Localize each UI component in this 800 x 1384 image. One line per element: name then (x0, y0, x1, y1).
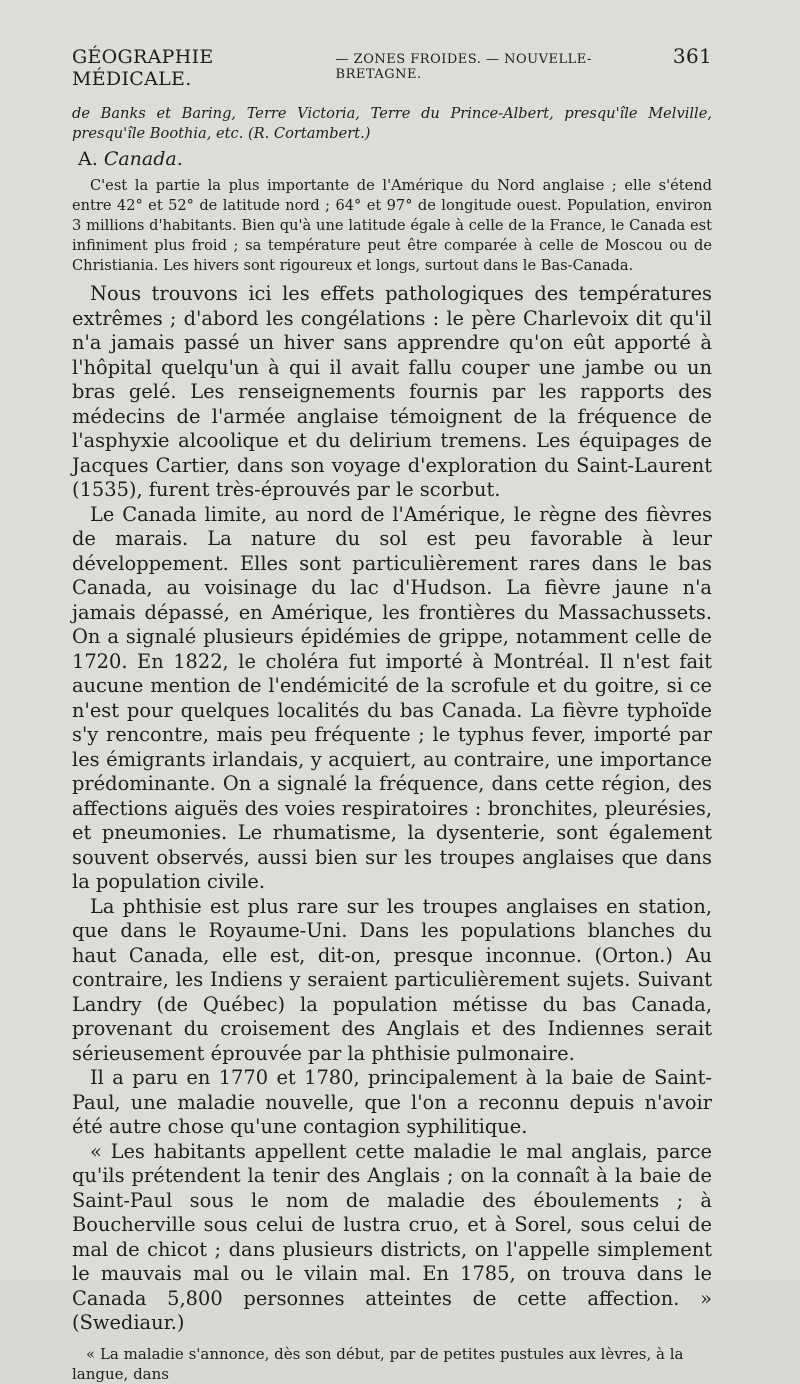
body-text (72, 282, 712, 1336)
running-header (72, 44, 712, 90)
summary-paragraph: C'est la partie la plus importante de l'Amérique du Nord anglaise ; elle s'étend entre 42° et 52° de latitude nord ; 64° et 97° de longitude ouest. Population, environ 3 millions d'habitants. Bien qu'à une latitude égale à celle de la France, le Canada est infiniment plus froid ; sa température peut être comparée à celle de Moscou ou de Christiania. Les hivers sont rigoureux et longs, surtout dans le Bas-Canada. (72, 177, 712, 274)
paragraph-1: Nous trouvons ici les effets pathologiques des températures extrêmes ; d'abord les congélations : le père Charlevoix dit qu'il n'a jamais passé un hiver sans apprendre qu'on eût apporté à l'hôpital quelqu'un à qui il avait fallu couper une jambe ou un bras gelé. Les renseignements fournis par les rapports des médecins de l'armée anglaise témoignent de la fréquence de l'asphyxie alcoolique et du delirium tremens. Les équipages de Jacques Cartier, dans son voyage d'exploration du Saint-Laurent (1535), furent très-éprouvés par le scorbut. (72, 282, 712, 501)
page-number: 361 (672, 44, 712, 68)
section-label: A. (78, 148, 98, 170)
header-subtitle: — ZONES FROIDES. — NOUVELLE-BRETAGNE. (335, 52, 592, 82)
intro-text (72, 104, 712, 144)
intro-line: de Banks et Baring, Terre Victoria, Terre du Prince-Albert, presqu'île Melville, presqu'île Boothia, etc. (R. Cortambert.) (72, 105, 712, 142)
paragraph-3: La phthisie est plus rare sur les troupes anglaises en station, que dans le Royaume-Uni. Dans les populations blanches du haut Canada, elle est, dit-on, presque inconnue. (Orton.) Au contraire, les Indiens y seraient particulièrement sujets. Suivant Landry (de Québec) la population métisse du bas Canada, provenant du croisement des Anglais et des Indiennes serait sérieusement éprouvée par la phthisie pulmonaire. (72, 894, 712, 1065)
paragraph-2: Le Canada limite, au nord de l'Amérique, le règne des fièvres de marais. La nature du sol est peu favorable à leur développement. Elles sont particulièrement rares dans le bas Canada, au voisinage du lac d'Hudson. La fièvre jaune n'a jamais dépassé, en Amérique, les frontières du Massachussets. On a signalé plusieurs épidémies de grippe, notamment celle de 1720. En 1822, le choléra fut importé à Montréal. Il n'est fait aucune mention de l'endémicité de la scrofule et du goitre, si ce n'est pour quelques localités du bas Canada. La fièvre typhoïde s'y rencontre, mais peu fréquente ; le typhus fever, importé par les émigrants irlandais, y acquiert, au contraire, une importance prédominante. On a signalé la fréquence, dans cette région, des affections aiguës des voies respiratoires : bronchites, pleurésies, et pneumonies. Le rhumatisme, la dysenterie, sont également souvent observés, aussi bien sur les troupes anglaises que dans la population civile. (72, 502, 712, 893)
footer-quote: « La maladie s'annonce, dès son début, par de petites pustules aux lèvres, à la langue, dans (72, 1344, 684, 1383)
paragraph-5: « Les habitants appellent cette maladie le mal anglais, parce qu'ils prétendent la tenir des Anglais ; on la connaît à la baie de Saint-Paul sous le nom de maladie des éboulements ; à Boucherville sous celui de lustra cruo, et à Sorel, sous celui de mal de chicot ; dans plusieurs districts, on l'appelle simplement le mauvais mal ou le vilain mal. En 1785, on trouva dans le Canada 5,800 personnes atteintes de cette affection. » (Swediaur.) (72, 1139, 712, 1334)
section-heading (78, 148, 712, 170)
section-title: Canada. (103, 148, 183, 170)
header-title: GÉOGRAPHIE MÉDICALE. (72, 46, 214, 90)
summary-block (72, 176, 712, 276)
paragraph-4: Il a paru en 1770 et 1780, principalement à la baie de Saint-Paul, une maladie nouvelle, que l'on a reconnu depuis n'avoir été autre chose qu'une contagion syphilitique. (72, 1066, 712, 1138)
